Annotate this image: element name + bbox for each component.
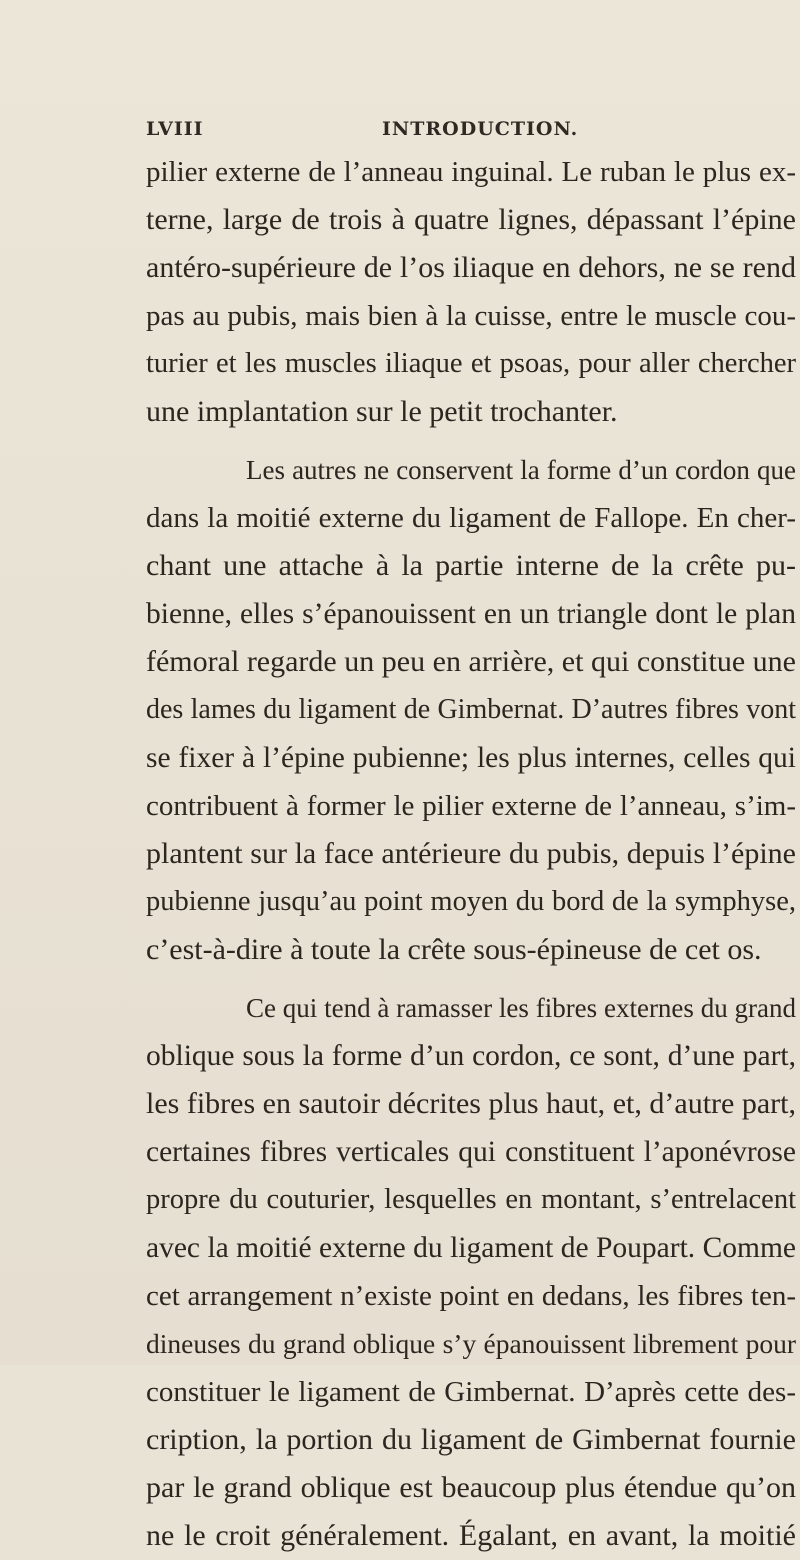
text-line: dans la moitié externe du ligament de Fallope. En cher- [146, 502, 796, 534]
paragraph-1 [146, 148, 796, 436]
text-line: ne le croit généralement. Égalant, en avant, la moitié [146, 1519, 796, 1552]
text-line: constituer le ligament de Gimbernat. D’après cette des- [146, 1376, 796, 1408]
text-line: pilier externe de l’anneau inguinal. Le ruban le plus ex- [146, 156, 796, 188]
text-line: cet arrangement n’existe point en dedans, les fibres ten- [146, 1280, 796, 1312]
text-line: par le grand oblique est beaucoup plus étendue qu’on [146, 1471, 796, 1504]
page-number: LVIII [146, 118, 204, 140]
running-title: INTRODUCTION. [382, 118, 579, 140]
text-line: turier et les muscles iliaque et psoas, pour aller chercher [146, 348, 796, 379]
body-text [146, 148, 796, 1560]
text-line: contribuent à former le pilier externe de l’anneau, s’im- [146, 790, 796, 822]
text-line: des lames du ligament de Gimbernat. D’autres fibres vont [146, 694, 796, 725]
text-line: c’est-à-dire à toute la crête sous-épineuse de cet os. [146, 933, 762, 966]
text-line: les fibres en sautoir décrites plus haut, et, d’autre part, [146, 1087, 796, 1120]
text-line: fémoral regarde un peu en arrière, et qui constitue une [146, 645, 796, 678]
text-line: pas au pubis, mais bien à la cuisse, entre le muscle cou- [146, 300, 796, 332]
text-line: Les autres ne conservent la forme d’un cordon que [246, 455, 796, 485]
text-line: oblique sous la forme d’un cordon, ce sont, d’une part, [146, 1040, 796, 1072]
text-line: Ce qui tend à ramasser les fibres externes du grand [246, 993, 796, 1023]
text-line: plantent sur la face antérieure du pubis, depuis l’épine [146, 837, 796, 870]
text-line: une implantation sur le petit trochanter. [146, 395, 618, 428]
text-line: certaines fibres verticales qui constituent l’aponévrose [146, 1136, 796, 1168]
text-line: dineuses du grand oblique s’y épanouissent librement pour [146, 1328, 796, 1359]
paragraph-2 [146, 446, 796, 974]
text-line: se fixer à l’épine pubienne; les plus internes, celles qui [146, 742, 796, 774]
page-header [146, 118, 786, 148]
text-line: antéro-supérieure de l’os iliaque en dehors, ne se rend [146, 251, 796, 284]
text-line: chant une attache à la partie interne de la crête pu- [146, 549, 796, 582]
text-line: terne, large de trois à quatre lignes, dépassant l’épine [146, 203, 796, 236]
text-line: avec la moitié externe du ligament de Poupart. Comme [146, 1232, 796, 1264]
text-line: propre du couturier, lesquelles en montant, s’entrelacent [146, 1184, 796, 1215]
text-line: cription, la portion du ligament de Gimbernat fournie [146, 1423, 796, 1456]
text-line: bienne, elles s’épanouissent en un triangle dont le plan [146, 598, 796, 630]
text-line: pubienne jusqu’au point moyen du bord de la symphyse, [146, 886, 796, 917]
paragraph-3 [146, 984, 796, 1560]
